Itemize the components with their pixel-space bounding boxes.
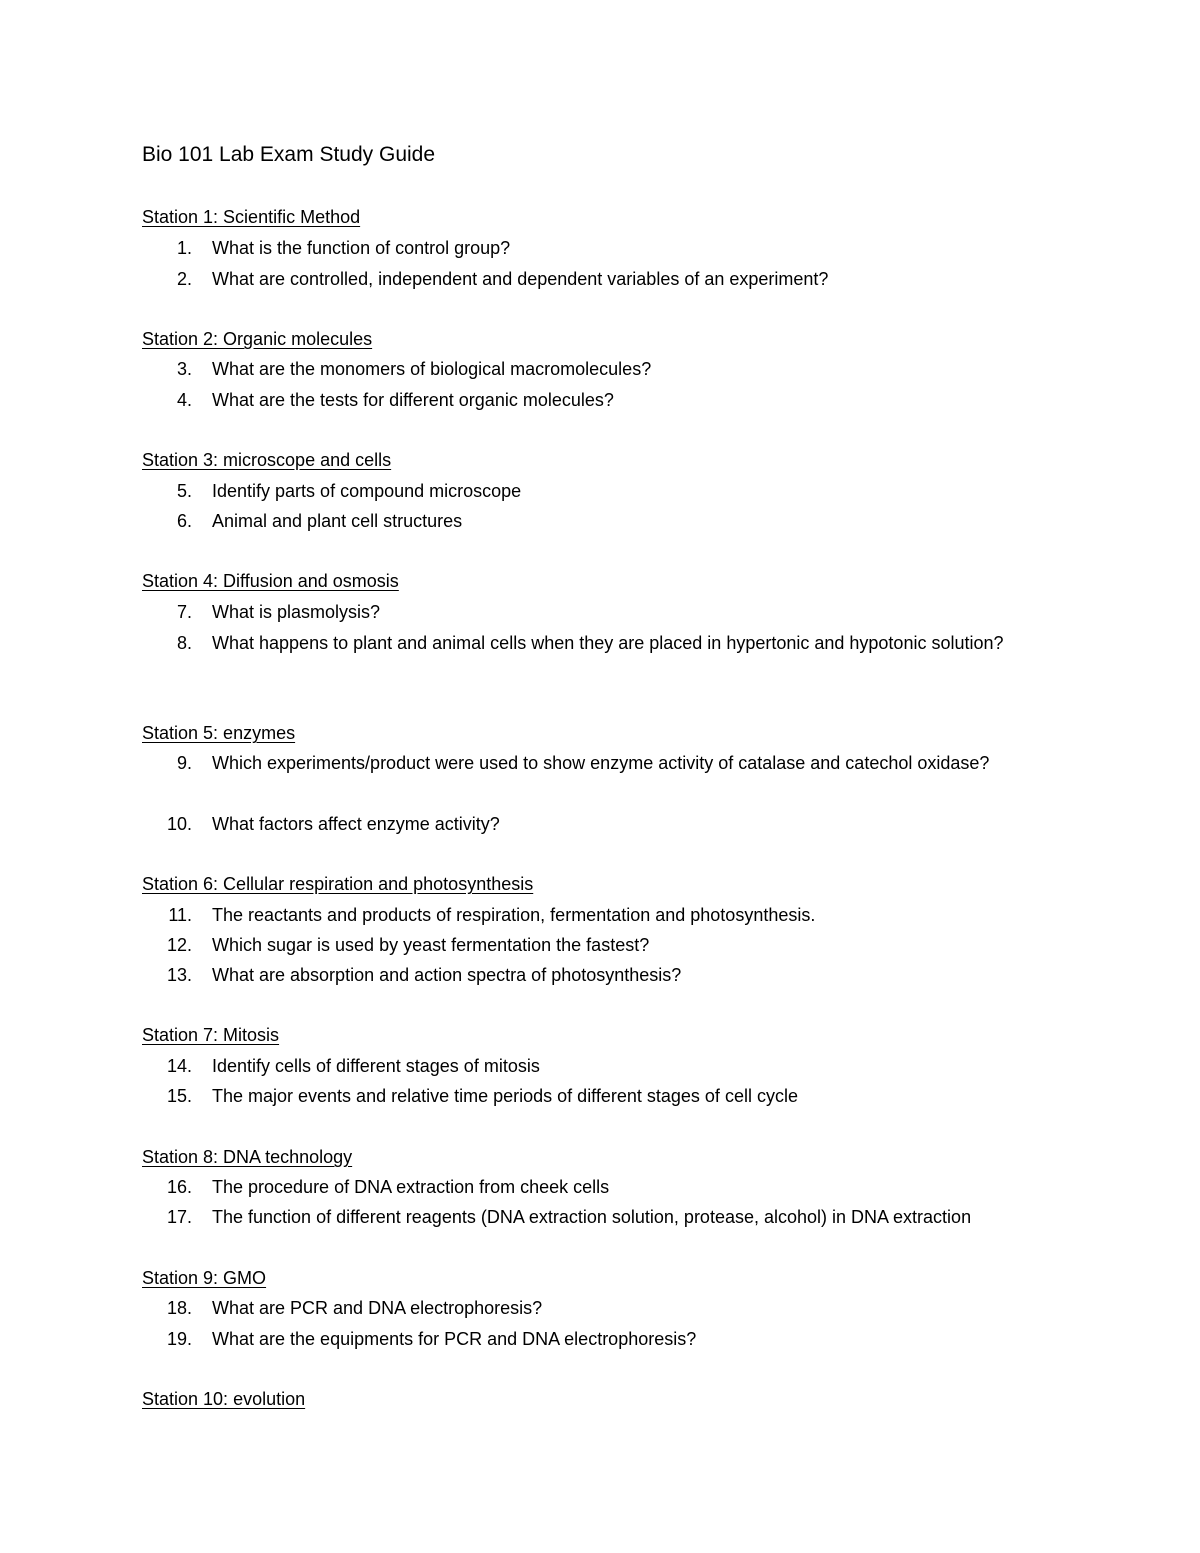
station-heading: Station 4: Diffusion and osmosis [142, 571, 399, 591]
question-text: Animal and plant cell structures [212, 511, 463, 531]
question-number: 1. [176, 238, 192, 258]
question-number: 14. [166, 1056, 192, 1076]
question-number: 7. [176, 602, 192, 622]
question-number: 17. [166, 1207, 192, 1227]
question-number: 3. [176, 359, 192, 379]
question-number: 4. [176, 390, 192, 410]
question-text: What are PCR and DNA electrophoresis? [212, 1298, 543, 1318]
question-text: What happens to plant and animal cells when they are placed in hypertonic and hypotonic solution? [212, 633, 1004, 653]
question-text: What is the function of control group? [212, 238, 511, 258]
station-heading: Station 6: Cellular respiration and photosynthesis [142, 874, 534, 894]
question-number: 5. [176, 481, 192, 501]
question-text: The procedure of DNA extraction from cheek cells [212, 1177, 610, 1197]
question-number: 18. [166, 1298, 192, 1318]
station-heading: Station 1: Scientific Method [142, 207, 361, 227]
question-text: The major events and relative time periods of different stages of cell cycle [212, 1086, 798, 1106]
question-number: 8. [176, 633, 192, 653]
question-text: Identify cells of different stages of mitosis [212, 1056, 540, 1076]
question-text: What are the equipments for PCR and DNA electrophoresis? [212, 1329, 697, 1349]
question-text: Which experiments/product were used to show enzyme activity of catalase and catechol oxidase? [212, 753, 990, 773]
question-text: Which sugar is used by yeast fermentation the fastest? [212, 935, 650, 955]
station-heading: Station 8: DNA technology [142, 1147, 353, 1167]
question-text: What are absorption and action spectra of photosynthesis? [212, 965, 682, 985]
question-number: 2. [176, 269, 192, 289]
question-number: 6. [176, 511, 192, 531]
question-text: Identify parts of compound microscope [212, 481, 522, 501]
question-number: 19. [166, 1329, 192, 1349]
station-heading: Station 5: enzymes [142, 723, 296, 743]
station-heading: Station 9: GMO [142, 1268, 267, 1288]
question-text: What are controlled, independent and dependent variables of an experiment? [212, 269, 829, 289]
station-heading: Station 3: microscope and cells [142, 450, 392, 470]
station-heading: Station 7: Mitosis [142, 1025, 280, 1045]
question-text: The reactants and products of respiration, fermentation and photosynthesis. [212, 905, 816, 925]
question-text: What are the monomers of biological macromolecules? [212, 359, 652, 379]
question-number: 16. [166, 1177, 192, 1197]
question-text: The function of different reagents (DNA extraction solution, protease, alcohol) in DNA extraction [212, 1207, 972, 1227]
question-text: What are the tests for different organic molecules? [212, 390, 614, 410]
station-heading: Station 10: evolution [142, 1389, 306, 1409]
question-text: What is plasmolysis? [212, 602, 381, 622]
question-text: What factors affect enzyme activity? [212, 814, 500, 834]
station-heading: Station 2: Organic molecules [142, 329, 373, 349]
question-number: 9. [176, 753, 192, 773]
question-number: 12. [166, 935, 192, 955]
question-number: 13. [166, 965, 192, 985]
document-title: Bio 101 Lab Exam Study Guide [142, 143, 436, 166]
question-number: 15. [166, 1086, 192, 1106]
question-number: 10. [166, 814, 192, 834]
question-number: 11. [168, 905, 192, 925]
